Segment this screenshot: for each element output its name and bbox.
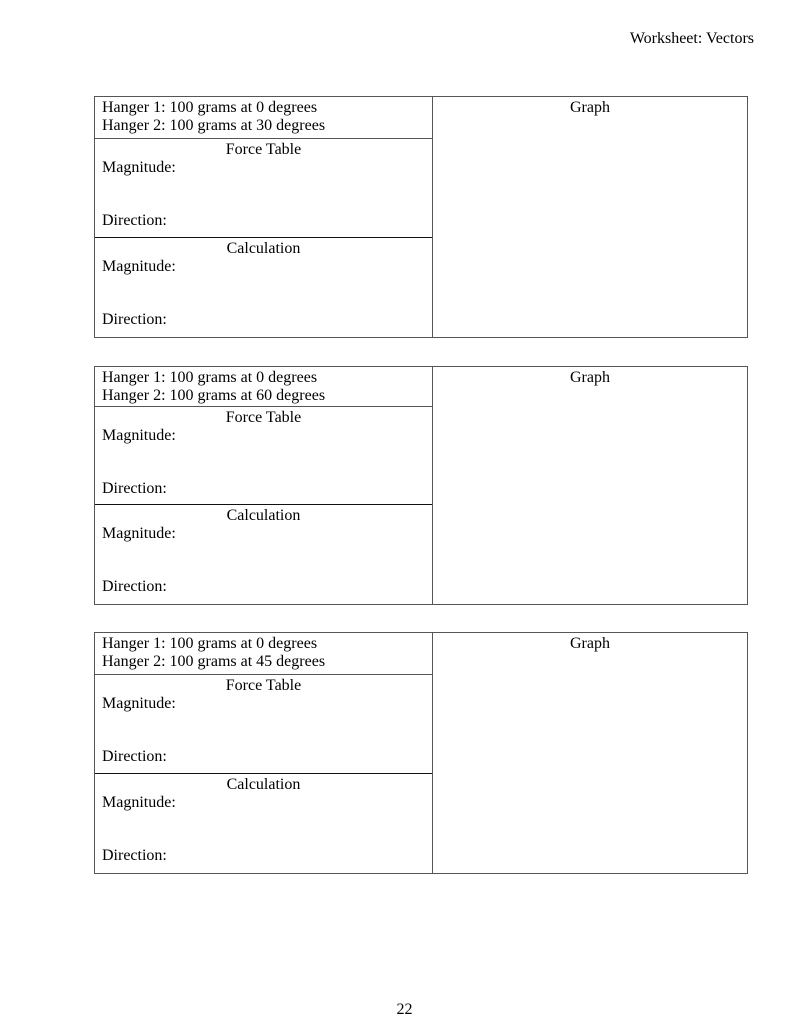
hanger-2-text: Hanger 2: 100 grams at 30 degrees xyxy=(102,117,326,134)
graph-area[interactable] xyxy=(433,367,747,604)
force-table-magnitude-label: Magnitude: xyxy=(102,426,176,444)
calculation-section xyxy=(95,774,432,873)
calculation-title: Calculation xyxy=(226,507,301,525)
hanger-2-text: Hanger 2: 100 grams at 45 degrees xyxy=(102,653,326,670)
graph-title: Graph xyxy=(570,99,610,116)
force-table-title: Force Table xyxy=(225,677,302,694)
graph-area[interactable] xyxy=(433,97,747,337)
graph-title: Graph xyxy=(570,369,610,386)
page-number: 22 xyxy=(396,1001,413,1018)
force-table-title: Force Table xyxy=(225,141,302,158)
data-column xyxy=(95,633,433,873)
hanger-2-text: Hanger 2: 100 grams at 60 degrees xyxy=(102,387,326,404)
calculation-magnitude-label: Magnitude: xyxy=(102,525,176,543)
hanger-info xyxy=(95,367,432,407)
calculation-section xyxy=(95,238,432,337)
hanger-1-text: Hanger 1: 100 grams at 0 degrees xyxy=(102,635,318,652)
graph-title: Graph xyxy=(570,635,610,652)
hanger-info xyxy=(95,97,432,139)
force-table-direction-label: Direction: xyxy=(102,748,167,765)
force-table-magnitude-label: Magnitude: xyxy=(102,159,176,176)
hanger-info xyxy=(95,633,432,675)
calculation-direction-label: Direction: xyxy=(102,311,167,328)
hanger-1-text: Hanger 1: 100 grams at 0 degrees xyxy=(102,369,318,386)
vector-problem-block-1 xyxy=(94,96,748,338)
force-table-direction-label: Direction: xyxy=(102,212,167,229)
hanger-1-text: Hanger 1: 100 grams at 0 degrees xyxy=(102,99,318,116)
data-column xyxy=(95,367,433,604)
calculation-title: Calculation xyxy=(226,240,301,257)
calculation-title: Calculation xyxy=(226,776,301,793)
calculation-direction-label: Direction: xyxy=(102,578,167,596)
calculation-direction-label: Direction: xyxy=(102,847,167,864)
force-table-direction-label: Direction: xyxy=(102,479,167,497)
calculation-section xyxy=(95,505,432,604)
force-table-section xyxy=(95,407,432,506)
force-table-magnitude-label: Magnitude: xyxy=(102,695,176,712)
force-table-section xyxy=(95,139,432,238)
force-table-title: Force Table xyxy=(225,408,302,426)
vector-problem-block-2 xyxy=(94,366,748,605)
calculation-magnitude-label: Magnitude: xyxy=(102,794,176,811)
data-column xyxy=(95,97,433,337)
vector-problem-block-3 xyxy=(94,632,748,874)
worksheet-title: Worksheet: Vectors xyxy=(629,30,754,47)
force-table-section xyxy=(95,675,432,774)
calculation-magnitude-label: Magnitude: xyxy=(102,258,176,275)
graph-area[interactable] xyxy=(433,633,747,873)
